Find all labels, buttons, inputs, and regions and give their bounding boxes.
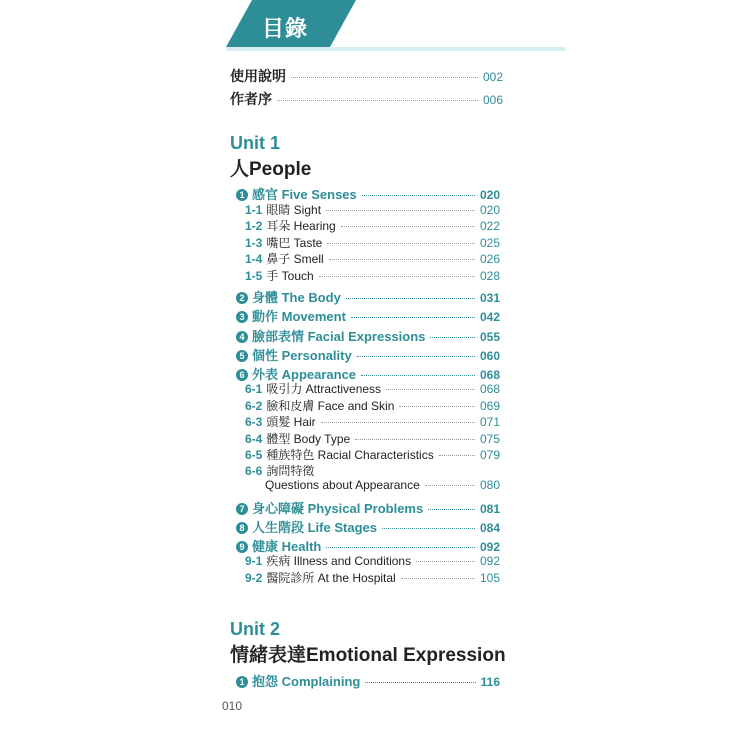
dot-leader (439, 455, 475, 456)
toc-subentry-text: 眼睛 Sight (266, 203, 322, 217)
toc-entry-usage[interactable] (230, 66, 503, 86)
toc-subentry[interactable] (245, 446, 500, 463)
dot-leader (351, 317, 475, 318)
toc-subentry-page: 092 (479, 554, 500, 568)
dot-leader (291, 77, 478, 78)
banner-divider (226, 47, 566, 51)
dot-leader (382, 528, 475, 529)
toc-subentry-text: 頭髮 Hair (266, 415, 316, 429)
toc-entry-preface[interactable] (230, 89, 503, 109)
toc-subentry-code: 1-1 (245, 203, 263, 217)
toc-section-title: 人生階段 Life Stages (252, 520, 377, 535)
dot-leader (319, 276, 475, 277)
toc-section-page: 031 (479, 291, 500, 305)
circled-number-icon: 6 (236, 369, 248, 381)
toc-subentry-code: 9-2 (245, 571, 263, 585)
toc-section[interactable] (236, 671, 500, 690)
dot-leader (327, 243, 475, 244)
circled-number-icon: 9 (236, 541, 248, 553)
toc-subentry-page: 022 (479, 219, 500, 233)
toc-entry-label: 使用說明 (230, 68, 286, 84)
toc-subentry-page: 079 (479, 448, 500, 462)
dot-leader (401, 578, 475, 579)
toc-subentry[interactable] (245, 267, 500, 284)
toc-subentry-page: 025 (479, 236, 500, 250)
toc-subentry-text: 臉和皮膚 Face and Skin (266, 399, 395, 413)
toc-subentry-code: 6-3 (245, 415, 263, 429)
toc-subentry-text: 種族特色 Racial Characteristics (266, 448, 434, 462)
toc-subentry-code: 6-6 (245, 464, 263, 478)
toc-section[interactable] (236, 517, 500, 536)
toc-entry-label: 作者序 (230, 91, 272, 107)
dot-leader (399, 406, 475, 407)
dot-leader (425, 485, 475, 486)
toc-subentry[interactable] (245, 234, 500, 251)
toc-section-page: 068 (479, 368, 500, 382)
dot-leader (362, 195, 475, 196)
toc-subentry[interactable] (245, 380, 500, 397)
dot-leader (365, 682, 475, 683)
toc-subentry-text: 醫院診所 At the Hospital (266, 571, 396, 585)
toc-section-title: 身體 The Body (252, 290, 341, 305)
toc-subentry-page: 071 (479, 415, 500, 429)
toc-subentry-code: 1-4 (245, 252, 263, 266)
circled-number-icon: 1 (236, 676, 248, 688)
circled-number-icon: 1 (236, 189, 248, 201)
toc-subentry-page: 028 (479, 269, 500, 283)
dot-leader (326, 210, 475, 211)
toc-subentry[interactable] (245, 250, 500, 267)
toc-section-page: 060 (479, 349, 500, 363)
toc-subentry-page: 069 (479, 399, 500, 413)
toc-subentry[interactable] (245, 430, 500, 447)
dot-leader (361, 375, 475, 376)
toc-subentry-page: 080 (479, 478, 500, 492)
toc-subentry-text: 詢問特徵 (266, 464, 315, 478)
dot-leader (416, 561, 475, 562)
circled-number-icon: 3 (236, 311, 248, 323)
circled-number-icon: 8 (236, 522, 248, 534)
toc-subentry-text: 嘴巴 Taste (266, 236, 323, 250)
toc-entry-page: 002 (482, 70, 503, 84)
unit-label: Unit 2 (230, 619, 281, 639)
toc-subentry-page: 068 (479, 382, 500, 396)
toc-section-title: 抱怨 Complaining (252, 674, 361, 689)
dot-leader (277, 100, 478, 101)
toc-subentry-page: 020 (479, 203, 500, 217)
toc-subentry-text: 體型 Body Type (266, 432, 351, 446)
toc-subentry[interactable] (245, 217, 500, 234)
toc-section-page: 055 (479, 330, 500, 344)
toc-subentry-page: 075 (479, 432, 500, 446)
toc-subentry-code: 1-5 (245, 269, 263, 283)
toc-section-title: 外表 Appearance (252, 367, 357, 382)
circled-number-icon: 5 (236, 350, 248, 362)
unit-label: Unit 1 (230, 133, 281, 153)
dot-leader (386, 389, 475, 390)
toc-subentry-text: 手 Touch (266, 269, 314, 283)
dot-leader (428, 509, 475, 510)
toc-subentry[interactable] (245, 397, 500, 414)
toc-subentry[interactable] (245, 569, 500, 586)
page-title: 目錄 (262, 16, 309, 41)
toc-section-title: 身心障礙 Physical Problems (252, 501, 424, 516)
toc-subentry-code: 6-1 (245, 382, 263, 396)
toc-subentry-continuation[interactable] (265, 478, 500, 492)
toc-subentry-code: 1-2 (245, 219, 263, 233)
dot-leader (326, 547, 475, 548)
dot-leader (321, 422, 475, 423)
toc-section-page: 042 (479, 310, 500, 324)
toc-section-page: 020 (479, 188, 500, 202)
toc-subentry-text: 疾病 Illness and Conditions (266, 554, 412, 568)
toc-subentry-page: 026 (479, 252, 500, 266)
toc-subentry[interactable] (245, 201, 500, 218)
toc-subentry-text: 耳朵 Hearing (266, 219, 336, 233)
toc-section-title: 個性 Personality (252, 348, 352, 363)
circled-number-icon: 2 (236, 292, 248, 304)
toc-section[interactable] (236, 326, 500, 345)
circled-number-icon: 4 (236, 331, 248, 343)
toc-subentry-code: 1-3 (245, 236, 263, 250)
toc-entry-page: 006 (482, 93, 503, 107)
toc-section-title: 臉部表情 Facial Expressions (252, 329, 426, 344)
toc-subentry-code: 9-1 (245, 554, 263, 568)
circled-number-icon: 7 (236, 503, 248, 515)
toc-subentry[interactable] (245, 413, 500, 430)
toc-section[interactable] (236, 498, 500, 517)
toc-section[interactable] (236, 345, 500, 364)
toc-subentry-code: 6-4 (245, 432, 263, 446)
toc-subentry-code: 6-5 (245, 448, 263, 462)
toc-subentry[interactable] (245, 552, 500, 569)
unit-title: 人People (230, 159, 312, 180)
dot-leader (355, 439, 475, 440)
dot-leader (346, 298, 475, 299)
toc-subentry-page: 105 (479, 571, 500, 585)
toc-section-page: 084 (479, 521, 500, 535)
page-number: 010 (222, 699, 243, 713)
toc-subentry-text: 吸引力 Attractiveness (266, 382, 382, 396)
dot-leader (357, 356, 475, 357)
toc-section-title: 感官 Five Senses (252, 187, 357, 202)
toc-section-title: 動作 Movement (252, 309, 346, 324)
toc-section-title: 健康 Health (252, 539, 322, 554)
toc-subentry-code: 6-2 (245, 399, 263, 413)
toc-subentry-heading[interactable] (245, 462, 314, 479)
toc-section[interactable] (236, 287, 500, 306)
toc-section-page: 092 (479, 540, 500, 554)
toc-section-page: 116 (480, 675, 500, 689)
toc-section[interactable] (236, 306, 500, 325)
dot-leader (430, 337, 475, 338)
toc-subentry-text: 鼻子 Smell (266, 252, 324, 266)
dot-leader (341, 226, 475, 227)
toc-section-page: 081 (479, 502, 500, 516)
unit-title: 情緒表達Emotional Expression (230, 645, 506, 666)
dot-leader (329, 259, 475, 260)
toc-subentry-text: Questions about Appearance (265, 478, 420, 492)
